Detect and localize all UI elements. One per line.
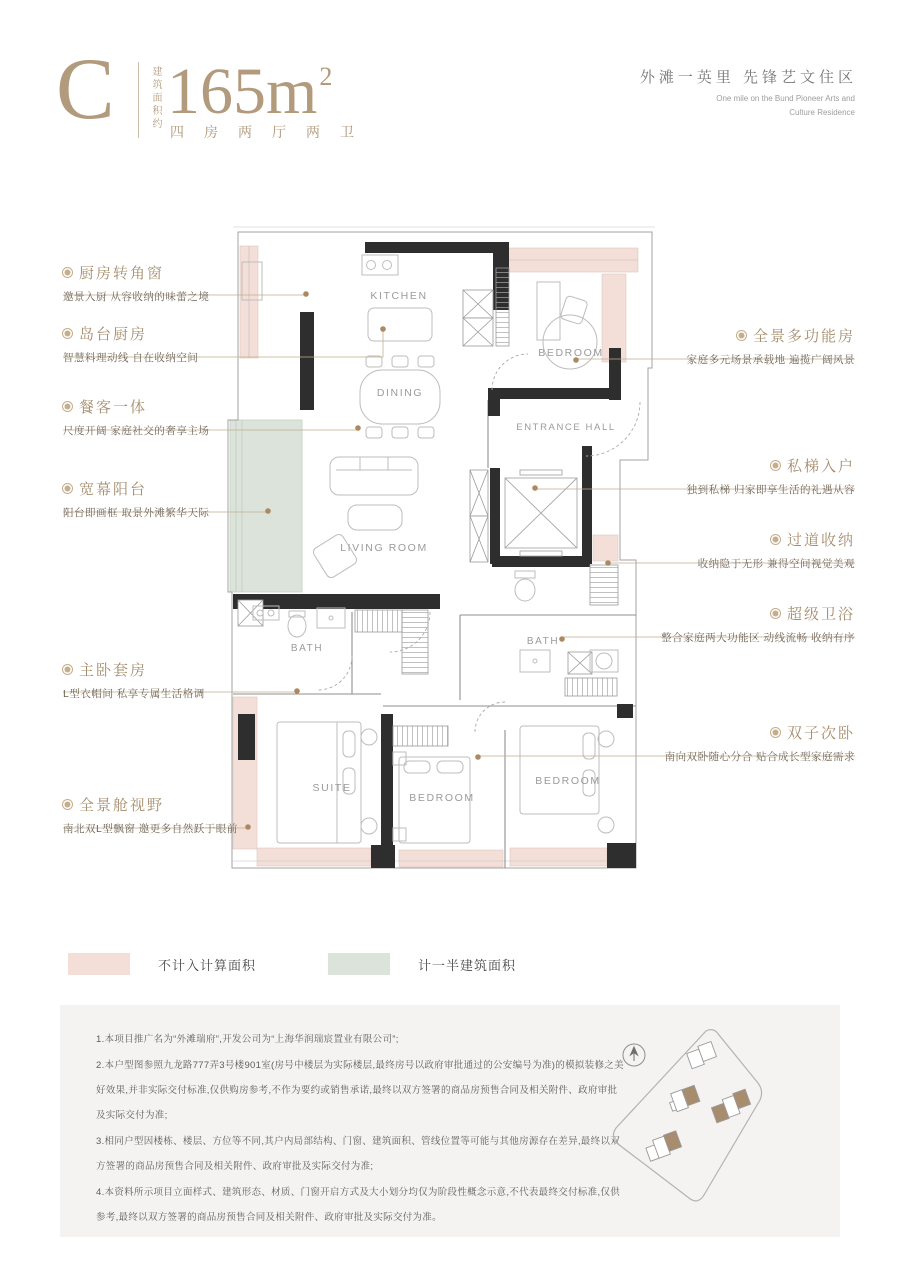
callout-title: 餐客一体 — [79, 399, 148, 416]
kitchen-island — [368, 308, 432, 341]
north-arrow-icon — [623, 1044, 645, 1066]
tagline-en-line1: One mile on the Bund Pioneer Arts and — [716, 94, 855, 103]
bullet-icon — [63, 268, 72, 277]
room-label-bath-left: BATH — [290, 643, 324, 654]
callout-desc: 阳台即画框 取景外滩繁华天际 — [63, 507, 210, 519]
legend — [68, 953, 560, 975]
room-label-bath-right: BATH — [526, 636, 560, 647]
bullet-icon — [771, 461, 780, 470]
balcony-area — [230, 420, 302, 592]
room-label-kitchen: KITCHEN — [370, 290, 428, 302]
stove — [362, 255, 398, 275]
room-configuration: 四房两厅两卫 — [170, 124, 374, 140]
basin — [596, 653, 612, 669]
callout-wide-balcony — [63, 478, 209, 520]
building-4 — [644, 1131, 683, 1161]
callout-corridor-storage — [698, 529, 855, 571]
legend-swatch-green — [328, 953, 390, 975]
callout-title: 超级卫浴 — [786, 606, 855, 623]
toilet-left — [288, 615, 306, 637]
note-3: 3.相同户型因楼栋、楼层、方位等不同,其户内局部结构、门窗、建筑面积、管线位置等可能与其他房源存在差异,最终以双方签署的商品房预售合同及相关附件、政府审批及实际交付为准; — [96, 1136, 621, 1172]
callout-desc: 南向双卧随心分合 贴合成长型家庭需求 — [664, 751, 855, 763]
room-label-dining: DINING — [376, 387, 424, 399]
bullet-icon — [771, 535, 780, 544]
building-3 — [709, 1089, 752, 1123]
room-label-bedroom-mid: BEDROOM — [409, 792, 475, 804]
desk — [537, 282, 560, 340]
callout-desc: 独到私梯 归家即享生活的礼遇从容 — [686, 484, 855, 496]
building-2 — [667, 1085, 701, 1113]
site-buildings — [644, 1042, 753, 1162]
coffee-table — [348, 505, 402, 530]
sofa — [330, 457, 418, 495]
plan-type-letter: C — [56, 41, 115, 138]
callout-desc: 收纳隐于无形 兼得空间视觉美观 — [697, 558, 855, 570]
callout-panoramic-view — [63, 794, 238, 836]
bullet-icon — [63, 665, 72, 674]
bullet-icon — [771, 609, 780, 618]
legend-swatch-pink — [68, 953, 130, 975]
area-prefix-label: 建筑面积约 — [150, 66, 161, 131]
callout-dining-living — [63, 396, 209, 438]
callout-title: 厨房转角窗 — [79, 265, 165, 282]
callout-desc: 智慧料理动线 自在收纳空间 — [63, 352, 199, 364]
callout-title: 双子次卧 — [786, 725, 855, 742]
note-4: 4.本资料所示项目立面样式、建筑形态、材质、门窗开启方式及大小划分均仅为阶段性概念示意,不代表最终交付标准,仅供参考,最终以双方签署的商品房预售合同及相关附件、政府审批及实际交付为准。 — [96, 1187, 621, 1223]
legend-label-pink: 不计入计算面积 — [158, 957, 257, 973]
tagline-en-line2: Culture Residence — [789, 108, 855, 117]
callout-desc: 尺度开阔 家庭社交的奢享主场 — [63, 425, 210, 437]
rug — [543, 315, 597, 369]
bullet-icon — [63, 484, 72, 493]
bullet-icon — [63, 402, 72, 411]
area-superscript: 2 — [319, 62, 333, 91]
callout-desc: L型衣帽间 私享专属生活格调 — [63, 688, 205, 700]
bullet-icon — [63, 800, 72, 809]
note-1: 1.本项目推广名为“外滩瑞府”,开发公司为“上海华润瑞宸置业有限公司”; — [96, 1034, 399, 1045]
room-label-living: LIVING ROOM — [340, 542, 428, 554]
bullet-icon — [771, 728, 780, 737]
callout-master-suite — [63, 659, 205, 701]
room-label-bedroom-top: BEDROOM — [538, 347, 604, 359]
armchair — [312, 533, 359, 580]
room-label-suite: SUITE — [312, 782, 352, 794]
area-value — [167, 42, 332, 127]
callout-title: 主卧套房 — [79, 662, 148, 679]
callout-desc: 整合家庭两大功能区 动线流畅 收纳有序 — [661, 632, 855, 644]
desk-chair — [560, 295, 588, 325]
callout-desc: 家庭多元场景承载地 遍揽广阔风景 — [686, 354, 855, 366]
room-labels — [291, 290, 616, 804]
toilet-right — [515, 579, 535, 601]
site-map-svg — [586, 1013, 836, 1228]
header-divider — [138, 62, 139, 138]
building-1 — [686, 1042, 718, 1069]
area-number: 165m — [167, 55, 318, 128]
disclaimer-panel — [60, 1005, 840, 1237]
room-label-bedroom-right: BEDROOM — [535, 775, 601, 787]
disclaimer-notes — [96, 1027, 624, 1231]
callout-super-bathroom — [661, 603, 855, 645]
legend-label-green: 计一半建筑面积 — [418, 957, 517, 973]
bullet-icon — [63, 329, 72, 338]
room-label-entrance: ENTRANCE HALL — [516, 422, 616, 433]
callout-title: 全景多功能房 — [752, 328, 855, 345]
bullet-icon — [737, 331, 746, 340]
sink-right — [520, 650, 550, 672]
callout-title: 岛台厨房 — [79, 326, 148, 343]
callout-title: 私梯入户 — [786, 458, 855, 475]
private-elevator — [505, 470, 577, 556]
callout-private-elevator — [687, 455, 855, 497]
project-tagline-cn: 外滩一英里 先锋艺文住区 — [639, 69, 857, 86]
callout-island-kitchen — [63, 323, 198, 365]
callout-desc: 南北双L型飘窗 邀更多自然跃于眼前 — [63, 823, 238, 835]
project-tagline-en — [716, 92, 855, 120]
note-2: 2.本户型图参照九龙路777弄3号楼901室(房号中楼层为实际楼层,最终房号以政府审批通过的公安编号为准)的模拟装修之美好效果,并非实际交付标准,仅供购房参考,不作为要约或销售承诺,最终以双方签署的商品房预售合同及相关附件、政府审批及实际交付为准; — [96, 1060, 624, 1121]
callout-title: 过道收纳 — [786, 532, 855, 549]
sink-left — [317, 608, 345, 628]
callout-desc: 邀景入厨 从容收纳的味蕾之境 — [63, 291, 210, 303]
callout-twin-bedrooms — [665, 722, 855, 764]
callout-title: 全景舱视野 — [79, 797, 165, 814]
callout-title: 宽幕阳台 — [79, 481, 148, 498]
callout-multifunction-room — [687, 325, 855, 367]
callout-kitchen-corner-window — [63, 262, 209, 304]
